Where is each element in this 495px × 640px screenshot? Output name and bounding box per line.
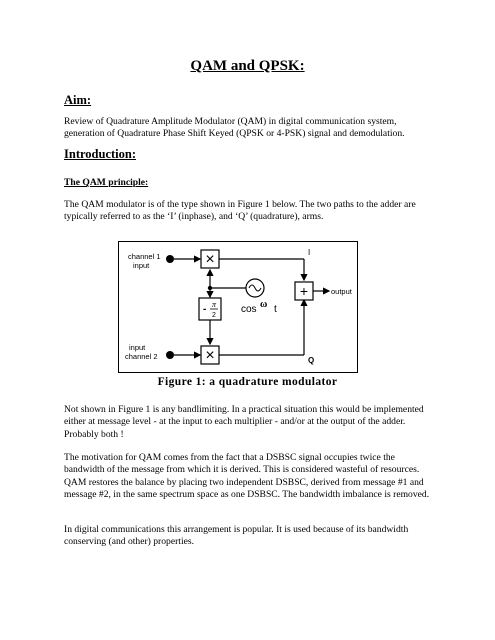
aim-paragraph: Review of Quadrature Amplitude Modulator (QAM) in digital communication system, generation of Quadrature Phase Shift Keyed (QPSK or 4-PSK) signal and demodulation. — [64, 116, 405, 140]
block-diagram — [119, 242, 357, 372]
q-label: Q — [308, 356, 315, 365]
output-label: output — [331, 287, 352, 296]
bandlimiting-paragraph: Not shown in Figure 1 is any bandlimiting. In a practical situation this would be implemented either at message level - at the input to each multiplier - and/or at the output of the adder. Probably both ! — [64, 404, 424, 440]
motivation-paragraph: The motivation for QAM comes from the fact that a DSBSC signal occupies twice the bandwidth of the message from which it is derived. This is considered wasteful of resources. QAM restores the balance by placing two independent DSBSC, derived from message #1 and message #2, in the same spectrum space as one DSBSC. The bandwidth imbalance is removed. — [64, 452, 430, 501]
phase-minus: - — [203, 304, 207, 315]
introduction-heading: Introduction: — [64, 147, 137, 161]
figure-caption: Figure 1: a quadrature modulator — [157, 376, 338, 388]
qam-principle-heading: The QAM principle: — [64, 177, 149, 188]
channel2-label-line2: channel 2 — [125, 352, 158, 361]
adder-symbol: + — [299, 283, 309, 299]
aim-heading: Aim: — [64, 93, 92, 107]
channel1-label-line1: channel 1 — [128, 252, 161, 261]
upper-multiplier-symbol: × — [205, 251, 215, 268]
phase-two: 2 — [212, 312, 216, 319]
t-label: t — [274, 304, 277, 315]
channel2-label-line1: input — [129, 343, 146, 352]
digital-communications-paragraph: In digital communications this arrangement is popular. It is used because of its bandwidth conserving (and other) properties. — [64, 524, 409, 548]
qam-principle-paragraph: The QAM modulator is of the type shown in Figure 1 below. The two paths to the adder are typically referred to as the ‘I’ (inphase), and ‘Q’ (quadrature), arms. — [64, 199, 416, 223]
cos-label: cos — [241, 304, 257, 315]
phase-pi: π — [211, 300, 217, 309]
i-label: I — [308, 248, 311, 257]
quadrature-modulator-figure — [118, 241, 358, 373]
omega-label: ω — [260, 299, 268, 310]
page-title: QAM and QPSK: — [190, 58, 305, 74]
channel1-label-line2: input — [133, 261, 150, 270]
channel2-input-terminal — [166, 351, 174, 359]
lower-multiplier-symbol: × — [205, 347, 215, 364]
channel1-input-terminal — [166, 255, 174, 263]
